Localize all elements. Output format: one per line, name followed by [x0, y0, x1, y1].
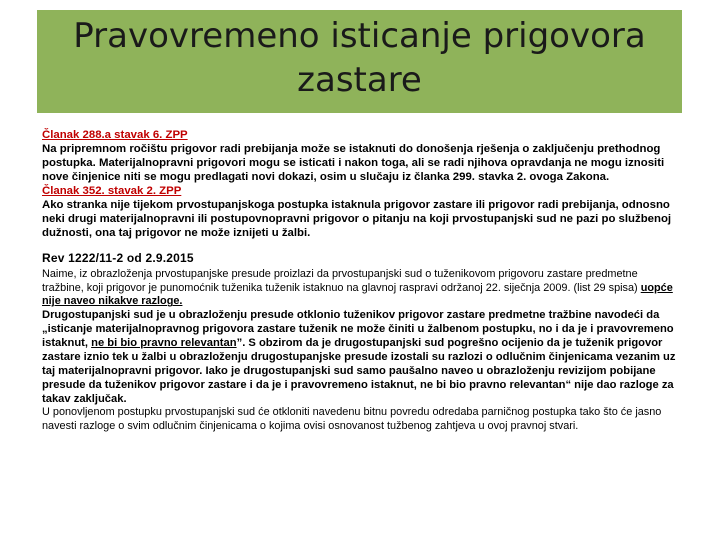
rev-paragraph-1 [42, 268, 682, 309]
rev-paragraph-3: U ponovljenom postupku prvostupanjski sud će otkloniti navedenu bitnu povredu odredaba parničnog postupka tako što će jasno navesti razloge o svim odlučnim činjenicama o kojima ovisi osnovanost tužbenog zahtjeva u ovoj pravnoj stvari. [42, 406, 662, 433]
rev-p2-underlined: ne bi bio pravno relevantan [91, 336, 237, 349]
section1-heading: Članak 288.a stavak 6. ZPP [42, 129, 188, 141]
rev-paragraph-2 [42, 309, 682, 406]
slide-title [37, 14, 682, 102]
section1-text: Na pripremnom ročištu prigovor radi prebijanja može se istaknuti do donošenja rješenja o zaključenju prethodnog postupka. Materijalnopravni prigovori mogu se isticati i nakon toga, ali se radi njihova opravdanja ne mogu iznositi nove činjenice niti se mogu predlagati novi dokazi, osim u slučaju iz članka 299. stavka 2. ovoga Zakona. [42, 143, 665, 183]
title-line-1: Pravovremeno isticanje prigovora [73, 16, 646, 56]
title-line-2: zastare [297, 60, 422, 100]
rev-p1-text: Naime, iz obrazloženja prvostupanjske presude proizlazi da prvostupanjski sud o tuženikovom prigovoru zastare predmetne tražbine, koji prigovor je punomoćnik tuženika tuženik istaknuo na glavnoj raspravi održanoj 22. siječnja 2009. (list 29 spisa) [42, 268, 641, 294]
section2-text: Ako stranka nije tijekom prvostupanjskoga postupka istaknula prigovor zastare ili prigovor radi prebijanja, odnosno neki drugi materijalnopravni ili postupovnopravni prigovor o pitanju na koji prvostupanjski sud ne pazi po službenoj dužnosti, ona taj prigovor ne može iznijeti u žalbi. [42, 199, 672, 239]
spacer [42, 240, 682, 251]
rev-p2-text-b: ”. S obzirom da je drugostupanjski sud pogrešno ocijenio da je tuženik prigovor zastare iznio tek u žalbi u obrazloženju drugostupanjske presude izostali su razlozi o odlučnim činjenicama vezanim uz taj materijalnopravni prigovor. Iako je drugostupanjski sud samo paušalno naveo u obrazloženju revizijom pobijane presude da tuženikov prigovor zastare i da je i pravovremeno istaknut, ne bi bio pravno relevantan“ nije dao razloge za takav zaključak. [42, 336, 676, 405]
rev-heading: Rev 1222/11-2 od 2.9.2015 [42, 251, 194, 265]
rev-p1-underlined: uopće nije naveo nikakve razloge. [42, 281, 673, 308]
section2-heading: Članak 352. stavak 2. ZPP [42, 185, 182, 197]
rev-p2-text-a: Drugostupanjski sud je u obrazloženju presude otklonio tuženikov prigovor zastare predmetne tražbine navodeći da „isticanje materijalnopravnog prigovora zastare tuženik ne može činiti u žalbenom postupku, no i da je i pravovremeno istaknut, [42, 309, 674, 349]
slide-content [42, 128, 682, 434]
